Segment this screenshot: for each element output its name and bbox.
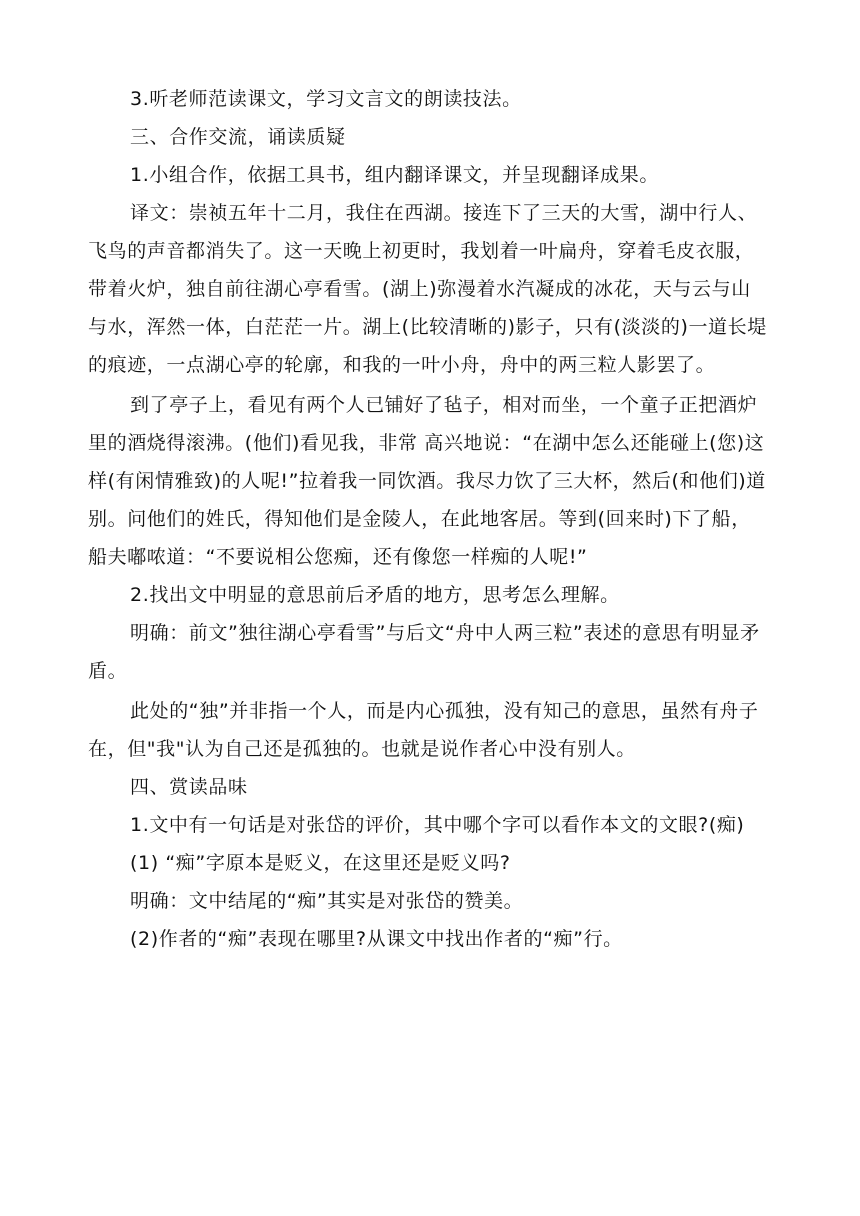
document-body xyxy=(88,80,770,958)
section-heading-three: 三、合作交流，诵读质疑 xyxy=(130,126,346,148)
paragraph-chi-praise-clarify: 明确：文中结尾的“痴”其实是对张岱的赞美。 xyxy=(130,890,524,912)
section-heading-four: 四、赏读品味 xyxy=(130,776,248,798)
paragraph-lonely-meaning: 此处的“独”并非指一个人，而是内心孤独，没有知己的意思，虽然有舟子在，但"我"认为自己还是孤独的。也就是说作者心中没有别人。 xyxy=(88,700,759,760)
paragraph-find-contradiction: 2.找出文中明显的意思前后矛盾的地方，思考怎么理解。 xyxy=(130,584,620,606)
paragraph-group-translation: 1.小组合作，依据工具书，组内翻译课文，并呈现翻译成果。 xyxy=(130,164,659,186)
paragraph-text-eye-question: 1.文中有一句话是对张岱的评价，其中哪个字可以看作本文的文眼?(痴) xyxy=(130,814,745,836)
paragraph-translation-part1: 译文：崇祯五年十二月，我住在西湖。接连下了三天的大雪，湖中行人、飞鸟的声音都消失了。这一天晚上初更时，我划着一叶扁舟，穿着毛皮衣服，带着火炉，独自前往湖心亭看雪。(湖上)弥漫着水汽凝成的冰花，天与云与山与水，浑然一体，白茫茫一片。湖上(比较清晰的)影子，只有(淡淡的)一道长堤的痕迹，一点湖心亭的轮廓，和我的一叶小舟，舟中的两三粒人影罢了。 xyxy=(88,202,767,376)
paragraph-listen-reading: 3.听老师范读课文，学习文言文的朗读技法。 xyxy=(130,88,522,110)
paragraph-chi-behavior-question: (2)作者的“痴”表现在哪里?从课文中找出作者的“痴”行。 xyxy=(130,928,623,950)
paragraph-translation-part2: 到了亭子上，看见有两个人已铺好了毡子，相对而坐，一个童子正把酒炉里的酒烧得滚沸。(他们)看见我，非常 高兴地说：“在湖中怎么还能碰上(您)这样(有闲情雅致)的人呢!”拉着我一同饮酒。我尽力饮了三大杯，然后(和他们)道别。问他们的姓氏，得知他们是金陵人，在此地客居。等到(回来时)下了船，船夫嘟哝道：“不要说相公您痴，还有像您一样痴的人呢!” xyxy=(88,394,766,568)
paragraph-chi-derogatory-question: (1) “痴”字原本是贬义，在这里还是贬义吗? xyxy=(130,852,511,874)
paragraph-clarify-contradiction: 明确：前文”独往湖心亭看雪”与后文“舟中人两三粒”表述的意思有明显矛盾。 xyxy=(88,622,760,682)
